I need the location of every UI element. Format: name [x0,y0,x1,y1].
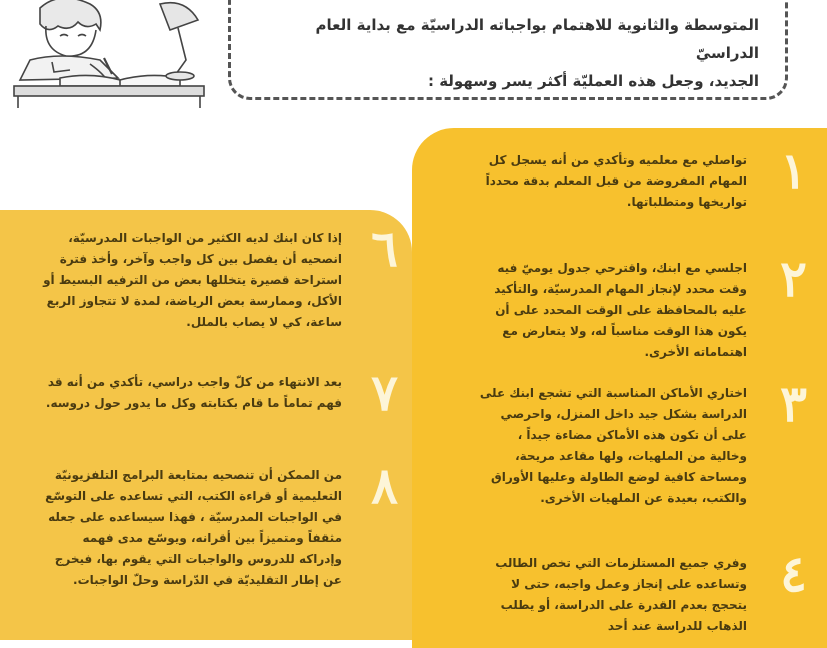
intro-line-2: الجديد، وجعل هذه العمليّة أكثر يسر وسهولة : [427,72,759,90]
step-text: بعد الانتهاء من كلّ واجب دراسي، تأكدي من أنه قد فهم تماماً ما قام بكتابته وكل ما يدور حول دروسه. [45,375,342,410]
step-number: ٣ [780,374,807,433]
step-1 [412,141,827,230]
intro-box [228,0,788,100]
step-text: تواصلي مع معلميه وتأكدي من أنه يسجل كل المهام المفروضة من قبل المعلم بدقة محدداً تواريخها ومتطلباتها. [485,153,747,209]
intro-line-1: المتوسطة والثانوية للاهتمام بواجباته الدراسيّة مع بداية العام الدراسيّ [315,16,759,62]
step-number: ٦ [371,219,398,278]
step-4 [412,544,827,633]
step-text: إذا كان ابنك لديه الكثير من الواجبات المدرسيّة، انصحيه أن يفصل بين كل واجب وآخر، وأخذ فترة استراحة قصيرة يتخللها بعض من الترفيه البسيط أو الأكل، وممارسة بعض الرياضة، لمدة لا تتجاوز الربع ساعة، كي لا يصاب بالملل. [43,231,342,329]
step-8 [0,456,412,595]
step-2 [412,249,827,368]
step-text: اختاري الأماكن المناسبة التي تشجع ابنك على الدراسة بشكل جيد داخل المنزل، واحرصي على أن تكون هذه الأماكن مضاءة جيداً ، وخالية من الملهيات، ولها مقاعد مريحة، ومساحة كافية لوضع الطاولة وعليها الأوراق والكتب، بعيدة عن الملهيات الأخرى. [479,386,747,505]
step-3 [412,374,827,505]
step-number: ٨ [371,456,398,515]
child-studying-illustration [0,0,210,110]
step-number: ٧ [371,363,398,422]
step-number: ١ [780,141,807,200]
step-6 [0,219,412,348]
step-number: ٤ [780,544,807,603]
step-7 [0,363,412,422]
step-text: وفري جميع المستلزمات التي تخص الطالب وتساعده على إنجاز وعمل واجبه، حتى لا يتحجج بعدم القدرة على الدراسة، أو يطلب الذهاب للدراسة عند أحد [495,556,747,633]
step-text: اجلسي مع ابنك، واقترحي جدول يوميّ فيه وقت محدد لإنجاز المهام المدرسيّة، والتأكيد عليه بالمحافظة على الوقت المحدد على أن يكون هذا الوقت مناسباً له، ولا يتعارض مع اهتماماته الأخرى. [494,261,747,359]
step-text: من الممكن أن تنصحيه بمتابعة البرامج التلفزيونيّة التعليمية أو قراءة الكتب، التي تساعده على التوسّع في الواجبات المدرسيّة ، فهذا سيساعده على جعله مثقفاً ومتميزاً بين أقرانه، ويوسّع مدى فهمه وإدراكه للدروس والواجبات التي يقوم بها، فيخرج عن إطار التقليديّة في الدّراسة وحلّ الواجبات. [45,468,342,587]
step-number: ٢ [780,249,807,308]
